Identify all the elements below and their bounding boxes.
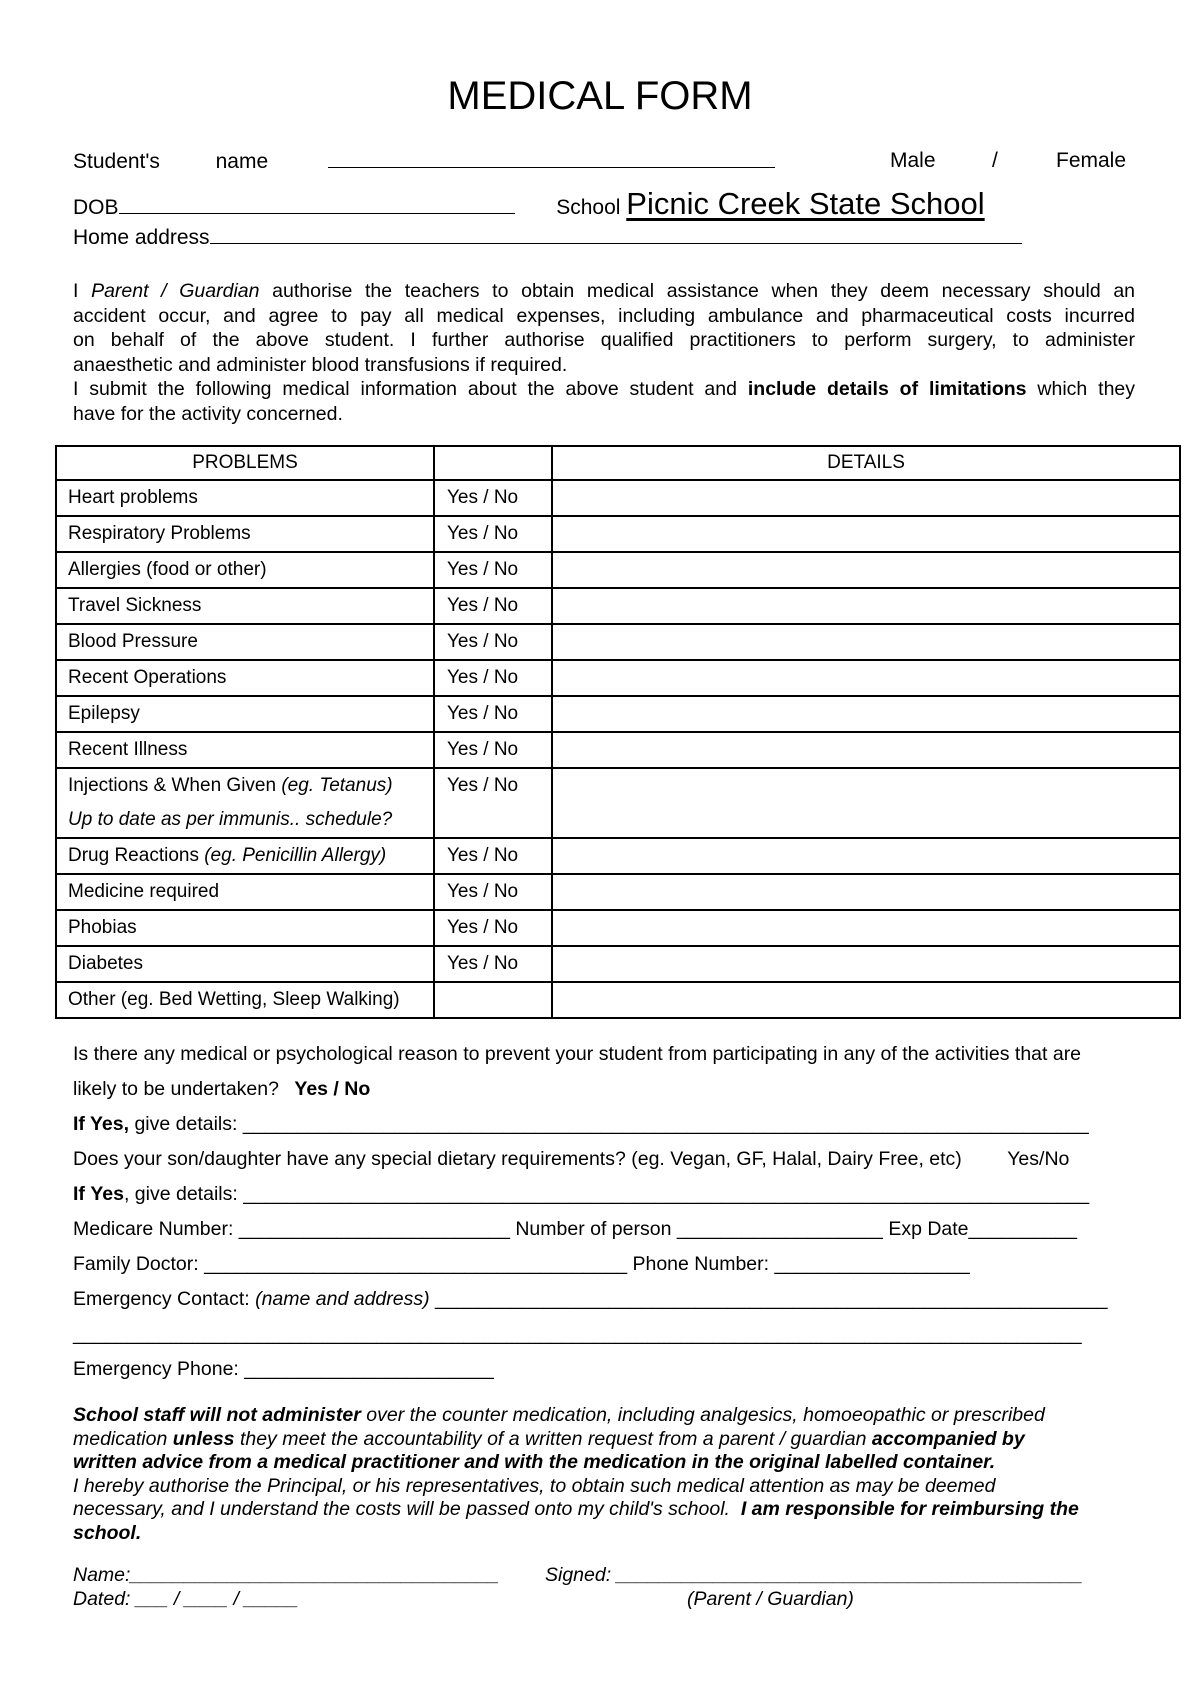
dietary-yes-no[interactable]: Yes/No bbox=[1007, 1148, 1070, 1170]
emergency-contact-row[interactable] bbox=[73, 1288, 1107, 1311]
q1-text: likely to be undertaken? bbox=[73, 1078, 279, 1100]
if-yes-line: give details: ______________________________________________________________________________ bbox=[134, 1113, 1089, 1135]
home-address-field[interactable] bbox=[210, 225, 1022, 244]
problem-cell: Phobias bbox=[56, 910, 434, 946]
problem-line-2: Up to date as per immunis.. schedule? bbox=[68, 809, 393, 830]
table-row bbox=[56, 480, 1180, 516]
problem-cell: Travel Sickness bbox=[56, 588, 434, 624]
problem-cell: Epilepsy bbox=[56, 696, 434, 732]
student-label: Student's bbox=[73, 150, 160, 173]
details-cell[interactable] bbox=[552, 910, 1180, 946]
emergency-contact-label: Emergency Contact: bbox=[73, 1288, 250, 1310]
details-cell[interactable] bbox=[552, 982, 1180, 1018]
disclaimer-bold-2: unless bbox=[172, 1427, 235, 1450]
q1-line-2 bbox=[73, 1078, 370, 1101]
problem-text: Drug Reactions bbox=[68, 845, 199, 866]
yes-no-cell[interactable]: Yes / No bbox=[434, 874, 552, 910]
emergency-phone-row[interactable]: Emergency Phone: _______________________ bbox=[73, 1358, 494, 1380]
disclaimer-text-2b: they meet the accountability of a written request from a parent / guardian bbox=[239, 1427, 867, 1450]
dietary-question bbox=[73, 1148, 1069, 1171]
student-name-row bbox=[73, 149, 1135, 174]
disclaimer-line-6: school. bbox=[73, 1521, 142, 1544]
home-address-label: Home address bbox=[73, 226, 210, 249]
name-label: name bbox=[215, 150, 269, 173]
details-cell[interactable] bbox=[552, 696, 1180, 732]
submit-line-1 bbox=[73, 377, 1135, 402]
dob-label: DOB bbox=[73, 196, 119, 219]
table-header-row bbox=[56, 446, 1180, 480]
table-row bbox=[56, 910, 1180, 946]
details-cell[interactable] bbox=[552, 874, 1180, 910]
dietary-text: Does your son/daughter have any special dietary requirements? (eg. Vegan, GF, Halal, Dairy Free, etc) bbox=[73, 1148, 962, 1170]
details-cell[interactable] bbox=[552, 480, 1180, 516]
family-doctor-row[interactable]: Family Doctor: _______________________________________ Phone Number: __________________ bbox=[73, 1253, 970, 1275]
q1-yes-no[interactable]: Yes / No bbox=[294, 1078, 371, 1100]
yes-no-cell[interactable]: Yes / No bbox=[434, 768, 552, 838]
parent-guardian-caption: (Parent / Guardian) bbox=[687, 1588, 854, 1610]
table-row bbox=[56, 732, 1180, 768]
header-answer bbox=[434, 446, 552, 480]
disclaimer-text-1: over the counter medication, including analgesics, homoeopathic or prescribed bbox=[366, 1404, 1045, 1426]
submit-bold: include details of limitations bbox=[747, 378, 1027, 400]
q1-line-1: Is there any medical or psychological reason to prevent your student from participating in any of the activities that are bbox=[73, 1043, 1082, 1065]
table-row bbox=[56, 768, 1180, 838]
auth-line-2: accident occur, and agree to pay all medical expenses, including ambulance and pharmaceutical costs incurred bbox=[73, 304, 1135, 327]
yes-no-cell[interactable]: Yes / No bbox=[434, 552, 552, 588]
medical-problems-table bbox=[55, 445, 1181, 1019]
yes-no-cell[interactable]: Yes / No bbox=[434, 624, 552, 660]
details-cell[interactable] bbox=[552, 588, 1180, 624]
emergency-contact-line-2[interactable]: _____________________________________________________________________________________________ bbox=[73, 1323, 1082, 1345]
header-problems: PROBLEMS bbox=[56, 446, 434, 480]
problem-note: (eg. Tetanus) bbox=[281, 775, 393, 796]
problem-cell: Medicine required bbox=[56, 874, 434, 910]
auth-line-1 bbox=[73, 279, 1135, 304]
auth-line-4: anaesthetic and administer blood transfusions if required. bbox=[73, 353, 568, 376]
problem-cell: Diabetes bbox=[56, 946, 434, 982]
yes-no-cell[interactable]: Yes / No bbox=[434, 946, 552, 982]
auth-text-1: authorise the teachers to obtain medical assistance when they deem necessary should an bbox=[272, 280, 1136, 302]
table-row bbox=[56, 516, 1180, 552]
table-row bbox=[56, 946, 1180, 982]
disclaimer-text-4: necessary, and I understand the costs will be passed onto my child's school. bbox=[73, 1498, 730, 1520]
yes-no-cell[interactable]: Yes / No bbox=[434, 732, 552, 768]
yes-no-cell[interactable]: Yes / No bbox=[434, 516, 552, 552]
school-label: School bbox=[556, 196, 621, 219]
table-row bbox=[56, 982, 1180, 1018]
submit-text: I submit the following medical information about the above student and bbox=[73, 378, 737, 400]
problem-note: (eg. Penicillin Allergy) bbox=[204, 845, 387, 866]
if-yes-label: If Yes, bbox=[73, 1113, 130, 1135]
form-title: MEDICAL FORM bbox=[447, 74, 753, 118]
details-cell[interactable] bbox=[552, 660, 1180, 696]
authorisation-paragraph bbox=[73, 279, 1135, 426]
yes-no-cell[interactable] bbox=[434, 982, 552, 1018]
details-cell[interactable] bbox=[552, 838, 1180, 874]
dated-field[interactable]: Dated: ___ / ____ / _____ bbox=[73, 1588, 299, 1610]
auth-role: Parent / Guardian bbox=[91, 280, 260, 302]
yes-no-cell[interactable]: Yes / No bbox=[434, 588, 552, 624]
submit-line-2: have for the activity concerned. bbox=[73, 402, 343, 425]
if-yes-details-2[interactable] bbox=[73, 1183, 1089, 1206]
auth-line-3: on behalf of the above student. I further authorise qualified practitioners to perform surgery, to administer bbox=[73, 329, 1135, 351]
details-cell[interactable] bbox=[552, 624, 1180, 660]
male-option[interactable]: Male bbox=[890, 149, 936, 172]
yes-no-cell[interactable]: Yes / No bbox=[434, 910, 552, 946]
problem-cell: Blood Pressure bbox=[56, 624, 434, 660]
emergency-contact-note: (name and address) bbox=[255, 1288, 430, 1310]
details-cell[interactable] bbox=[552, 946, 1180, 982]
problem-cell: Respiratory Problems bbox=[56, 516, 434, 552]
problem-cell: Heart problems bbox=[56, 480, 434, 516]
disclaimer-bold-3: accompanied by bbox=[871, 1427, 1025, 1450]
female-option[interactable]: Female bbox=[1056, 149, 1127, 172]
problem-cell bbox=[56, 768, 434, 838]
if-label: If bbox=[73, 1183, 85, 1205]
table-row bbox=[56, 874, 1180, 910]
table-row bbox=[56, 552, 1180, 588]
dob-field[interactable] bbox=[119, 195, 515, 214]
disclaimer-line-2 bbox=[73, 1428, 1143, 1452]
disclaimer-bold-1: School staff will not administer bbox=[73, 1404, 361, 1426]
disclaimer-line-1 bbox=[73, 1404, 1143, 1428]
disclaimer-line-4: I hereby authorise the Principal, or his representatives, to obtain such medical attention as may be deemed bbox=[73, 1474, 996, 1497]
details-cell[interactable] bbox=[552, 732, 1180, 768]
medicare-row[interactable]: Medicare Number: _________________________ Number of person ___________________ Exp Date__________ bbox=[73, 1218, 1077, 1240]
table-row bbox=[56, 588, 1180, 624]
student-name-field[interactable] bbox=[328, 149, 775, 168]
details-cell[interactable] bbox=[552, 768, 1180, 838]
problem-cell bbox=[56, 838, 434, 874]
yes-no-cell[interactable]: Yes / No bbox=[434, 838, 552, 874]
details-cell[interactable] bbox=[552, 516, 1180, 552]
problem-cell: Other (eg. Bed Wetting, Sleep Walking) bbox=[56, 982, 434, 1018]
submit-end: which they bbox=[1037, 378, 1136, 400]
yes-label: Yes bbox=[90, 1183, 124, 1205]
problem-cell: Recent Operations bbox=[56, 660, 434, 696]
details-cell[interactable] bbox=[552, 552, 1180, 588]
if-yes-details-1[interactable] bbox=[73, 1113, 1089, 1136]
disclaimer-line-3: written advice from a medical practitioner and with the medication in the original labelled container. bbox=[73, 1451, 996, 1473]
disclaimer-bold-5: I am responsible for reimbursing the bbox=[740, 1498, 1079, 1520]
parent-name-field[interactable]: Name:__________________________________ bbox=[73, 1564, 500, 1586]
signed-field[interactable]: Signed: ___________________________________________ bbox=[545, 1564, 1083, 1586]
problem-cell: Recent Illness bbox=[56, 732, 434, 768]
yes-no-cell[interactable]: Yes / No bbox=[434, 480, 552, 516]
problem-text: Injections & When Given bbox=[68, 775, 277, 796]
gender-separator: / bbox=[992, 149, 998, 172]
table-row bbox=[56, 660, 1180, 696]
auth-i: I bbox=[73, 280, 79, 302]
table-row bbox=[56, 696, 1180, 732]
emergency-contact-line: ______________________________________________________________ bbox=[435, 1288, 1108, 1310]
table-row bbox=[56, 838, 1180, 874]
yes-no-cell[interactable]: Yes / No bbox=[434, 696, 552, 732]
school-name-value: Picnic Creek State School bbox=[626, 186, 985, 221]
dob-school-row bbox=[73, 186, 985, 222]
problem-cell: Allergies (food or other) bbox=[56, 552, 434, 588]
header-details: DETAILS bbox=[552, 446, 1180, 480]
if-yes-line: , give details: ______________________________________________________________________________ bbox=[123, 1183, 1090, 1205]
disclaimer-text-2a: medication bbox=[73, 1427, 168, 1450]
table-row bbox=[56, 624, 1180, 660]
disclaimer-paragraph bbox=[73, 1404, 1143, 1545]
home-address-row bbox=[73, 225, 1022, 250]
yes-no-cell[interactable]: Yes / No bbox=[434, 660, 552, 696]
disclaimer-line-5 bbox=[73, 1498, 1143, 1522]
